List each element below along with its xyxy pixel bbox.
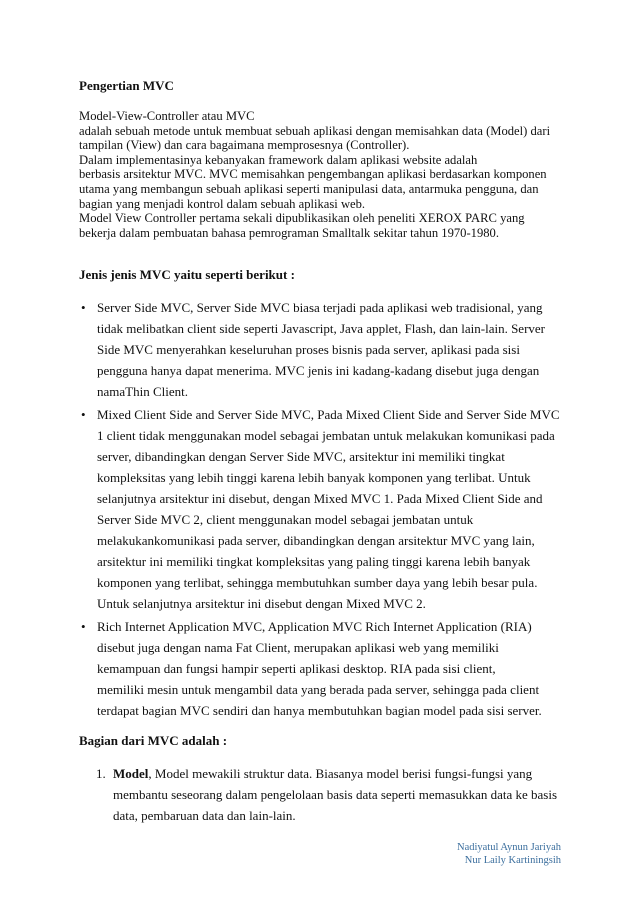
text-line: Server Side MVC 2, client menggunakan model sebagai jembatan untuk	[97, 512, 474, 528]
text-line: Dalam implementasinya kebanyakan framework dalam aplikasi website adalah	[79, 152, 478, 167]
text-line: selanjutnya arsitektur ini disebut, dengan Mixed MVC 1. Pada Mixed Client Side and	[97, 491, 543, 507]
text-line: Model View Controller pertama sekali dipublikasikan oleh peneliti XEROX PARC yang	[79, 211, 525, 226]
author-name: Nur Laily Kartiningsih	[464, 855, 561, 866]
text-line: bekerja dalam pembuatan bahasa pemrograman Smalltalk sekitar tahun 1970-1980.	[79, 225, 500, 240]
mvc-parts-list	[79, 763, 560, 826]
text-line: Server Side MVC, Server Side MVC biasa terjadi pada aplikasi web tradisional, yang	[97, 300, 543, 316]
mvc-types-list	[79, 297, 560, 721]
bullet-icon: •	[81, 619, 86, 635]
author-name: Nadiyatul Aynun Jariyah	[456, 842, 561, 853]
text-line: kemampuan dan fungsi hampir seperti aplikasi desktop. RIA pada sisi client,	[97, 661, 496, 677]
section-title-pengertian: Pengertian MVC	[79, 78, 174, 93]
bullet-icon: •	[81, 300, 86, 316]
list-item	[79, 763, 560, 826]
text-line: arsitektur ini memiliki tingkat kompleksitas yang paling tinggi karena lebih banyak	[97, 554, 531, 570]
text-line: Rich Internet Application MVC, Application MVC Rich Internet Application (RIA)	[97, 619, 532, 635]
text-line: komponen yang terlibat, sehingga membutuhkan sumber daya yang lebih besar pula.	[97, 575, 538, 591]
text-line: membantu seseorang dalam pengelolaan basis data seperti memasukkan data ke basis	[113, 787, 558, 803]
text-line: Mixed Client Side and Server Side MVC, Pada Mixed Client Side and Server Side MVC	[97, 407, 560, 423]
text-line: bagian yang menjadi kontrol dalam sebuah aplikasi web.	[79, 196, 366, 211]
text-line: namaThin Client.	[97, 384, 188, 400]
text-line: Side MVC menyerahkan keseluruhan proses bisnis pada server, aplikasi pada sisi	[97, 342, 520, 358]
text-line: pengguna hanya dapat menerima. MVC jenis ini kadang-kadang disebut juga dengan	[97, 363, 540, 379]
list-item	[79, 404, 560, 614]
list-item	[79, 297, 560, 402]
bullet-icon: •	[81, 407, 86, 423]
text-line: Model-View-Controller atau MVC	[79, 109, 255, 123]
definition-paragraph	[79, 109, 560, 240]
text-line: memiliki mesin untuk mengambil data yang berada pada server, sehingga pada client	[97, 682, 540, 698]
text-line: 1 client tidak menggunakan model sebagai jembatan untuk melakukan komunikasi pada	[97, 428, 555, 444]
term-model: Model	[113, 766, 149, 782]
text-line: kompleksitas yang lebih tinggi karena lebih banyak komponen yang terlibat. Untuk	[97, 470, 531, 486]
text-line: terdapat bagian MVC sendiri dan hanya membutuhkan bagian model pada sisi server.	[97, 703, 542, 719]
text-line: Untuk selanjutnya arsitektur ini disebut dengan Mixed MVC 2.	[97, 596, 426, 612]
text-line: berbasis arsitektur MVC. MVC memisahkan pengembangan aplikasi berdasarkan komponen	[79, 167, 547, 182]
list-number: 1.	[96, 766, 106, 782]
section-title-bagian: Bagian dari MVC adalah :	[79, 733, 228, 749]
text-line: tampilan (View) dan cara bagaimana memprosesnya (Controller).	[79, 138, 410, 153]
footer-authors	[457, 841, 561, 867]
section-title-jenis: Jenis jenis MVC yaitu seperti berikut :	[79, 267, 295, 283]
text-line: utama yang membangun sebuah aplikasi seperti manipulasi data, antarmuka pengguna, dan	[79, 181, 539, 196]
text-line: tidak melibatkan client side seperti Javascript, Java applet, Flash, dan lain-lain. Server	[97, 321, 545, 337]
text-line: data, pembaruan data dan lain-lain.	[113, 808, 296, 824]
text-line	[113, 763, 560, 784]
text-line: disebut juga dengan nama Fat Client, merupakan aplikasi web yang memiliki	[97, 640, 499, 656]
document-body	[79, 78, 560, 826]
text-line: melakukankomunikasi pada server, dibandingkan dengan arsitektur MVC yang lain,	[97, 533, 535, 549]
term-definition: , Model mewakili struktur data. Biasanya model berisi fungsi-fungsi yang	[148, 766, 533, 782]
text-line: adalah sebuah metode untuk membuat sebuah aplikasi dengan memisahkan data (Model) dari	[79, 123, 551, 138]
text-line: server, dibandingkan dengan Server Side MVC, arsitektur ini memiliki tingkat	[97, 449, 505, 465]
list-item	[79, 616, 560, 721]
